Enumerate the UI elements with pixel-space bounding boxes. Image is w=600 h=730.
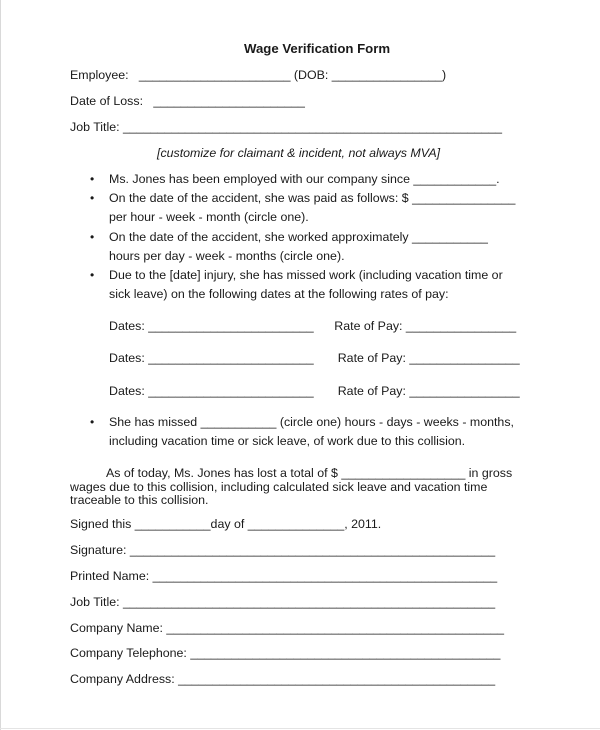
date-of-loss-line: Date of Loss: ______________________ xyxy=(70,94,305,108)
signature-line: Signature: _____________________________________________________ xyxy=(70,543,496,557)
employment-since-line: Ms. Jones has been employed with our company since ____________. xyxy=(109,172,500,186)
missed-work-line-2: sick leave) on the following dates at the following rates of pay: xyxy=(109,287,449,301)
pay-rate-line: On the date of the accident, she was paid as follows: $ _______________ xyxy=(109,191,516,205)
missed-hours-line: She has missed ___________ (circle one) hours - days - weeks - months, xyxy=(109,415,514,429)
bullet-icon: • xyxy=(90,172,95,186)
left-border xyxy=(0,0,1,730)
lost-wages-line: As of today, Ms. Jones has lost a total of $ __________________ in gross xyxy=(106,466,513,480)
form-title: Wage Verification Form xyxy=(244,41,391,56)
missed-hours-line-2: including vacation time or sick leave, of work due to this collision. xyxy=(109,434,466,448)
hours-worked-line-2: hours per day - week - months (circle one). xyxy=(109,249,345,263)
customize-note: [customize for claimant & incident, not always MVA] xyxy=(157,146,441,160)
lost-wages-line-2: wages due to this collision, including calculated sick leave and vacation time xyxy=(70,480,488,494)
pay-rate-line-2: per hour - week - month (circle one). xyxy=(109,210,309,224)
dates-row: Dates: ________________________ Rate of Pay: ________________ xyxy=(109,319,517,333)
bullet-icon: • xyxy=(90,415,95,429)
printed-name-line: Printed Name: __________________________________________________ xyxy=(70,569,498,583)
hours-worked-line: On the date of the accident, she worked approximately ___________ xyxy=(109,230,488,244)
job-title-line: Job Title: _______________________________________________________ xyxy=(70,120,503,134)
missed-work-line: Due to the [date] injury, she has missed work (including vacation time or xyxy=(109,268,503,282)
dates-row: Dates: ________________________ Rate of Pay: ________________ xyxy=(109,351,520,365)
signed-date-line: Signed this ___________day of ______________, 2011. xyxy=(70,517,382,531)
company-name-line: Company Name: _________________________________________________ xyxy=(70,621,505,635)
signer-job-title-line: Job Title: ______________________________________________________ xyxy=(70,595,496,609)
bullet-icon: • xyxy=(90,230,95,244)
company-address-line: Company Address: ______________________________________________ xyxy=(70,672,496,686)
bullet-icon: • xyxy=(90,191,95,205)
bottom-edge xyxy=(0,728,600,729)
employee-line: Employee: ______________________ (DOB: ________________) xyxy=(70,68,447,82)
company-telephone-line: Company Telephone: _____________________________________________ xyxy=(70,646,501,660)
lost-wages-line-3: traceable to this collision. xyxy=(70,493,209,507)
dates-row: Dates: ________________________ Rate of Pay: ________________ xyxy=(109,384,520,398)
bullet-icon: • xyxy=(90,268,95,282)
